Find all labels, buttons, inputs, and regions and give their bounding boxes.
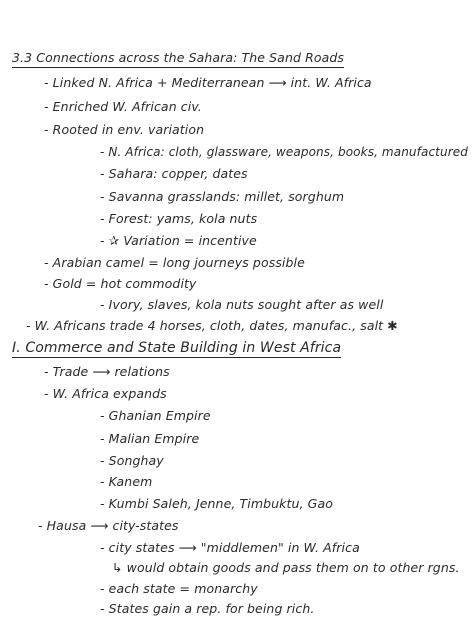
note-line: - Rooted in env. variation — [44, 122, 205, 137]
note-line: - W. Africans trade 4 horses, cloth, dates, manufac., salt ✱ — [26, 318, 398, 333]
note-subline: - Kanem — [100, 474, 153, 489]
note-line: - Enriched W. African civ. — [44, 99, 202, 114]
note-line: - W. Africa expands — [44, 386, 167, 401]
section-heading-commerce: I. Commerce and State Building in West Africa — [12, 340, 342, 356]
note-subline: - Sahara: copper, dates — [100, 166, 248, 181]
note-line: - Hausa ⟶ city-states — [38, 518, 179, 533]
note-line: - Linked N. Africa + Mediterranean ⟶ int. W. Africa — [44, 75, 372, 90]
note-subline-arrow: ↳ would obtain goods and pass them on to other rgns. — [112, 560, 460, 575]
note-subline: - Kumbi Saleh, Jenne, Timbuktu, Gao — [100, 496, 333, 511]
note-subline: - Songhay — [100, 453, 164, 468]
note-subline: - Ghanian Empire — [100, 408, 211, 423]
note-subline: - Ivory, slaves, kola nuts sought after as well — [100, 297, 384, 312]
section-heading-sand-roads: 3.3 Connections across the Sahara: The Sand Roads — [12, 50, 344, 68]
note-subline: - city states ⟶ "middlemen" in W. Africa — [100, 540, 360, 555]
note-subline: - Savanna grasslands: millet, sorghum — [100, 189, 345, 204]
note-subline: - N. Africa: cloth, glassware, weapons, books, manufactured — [100, 144, 469, 159]
note-subline: - each state = monarchy — [100, 581, 258, 596]
note-line: - Gold = hot commodity — [44, 276, 197, 291]
note-subline: - Forest: yams, kola nuts — [100, 211, 258, 226]
note-line: - Arabian camel = long journeys possible — [44, 255, 305, 270]
note-subline: - ✰ Variation = incentive — [100, 233, 257, 248]
note-subline: - States gain a rep. for being rich. — [100, 601, 315, 616]
note-line: - Trade ⟶ relations — [44, 364, 170, 379]
note-subline: - Malian Empire — [100, 431, 200, 446]
